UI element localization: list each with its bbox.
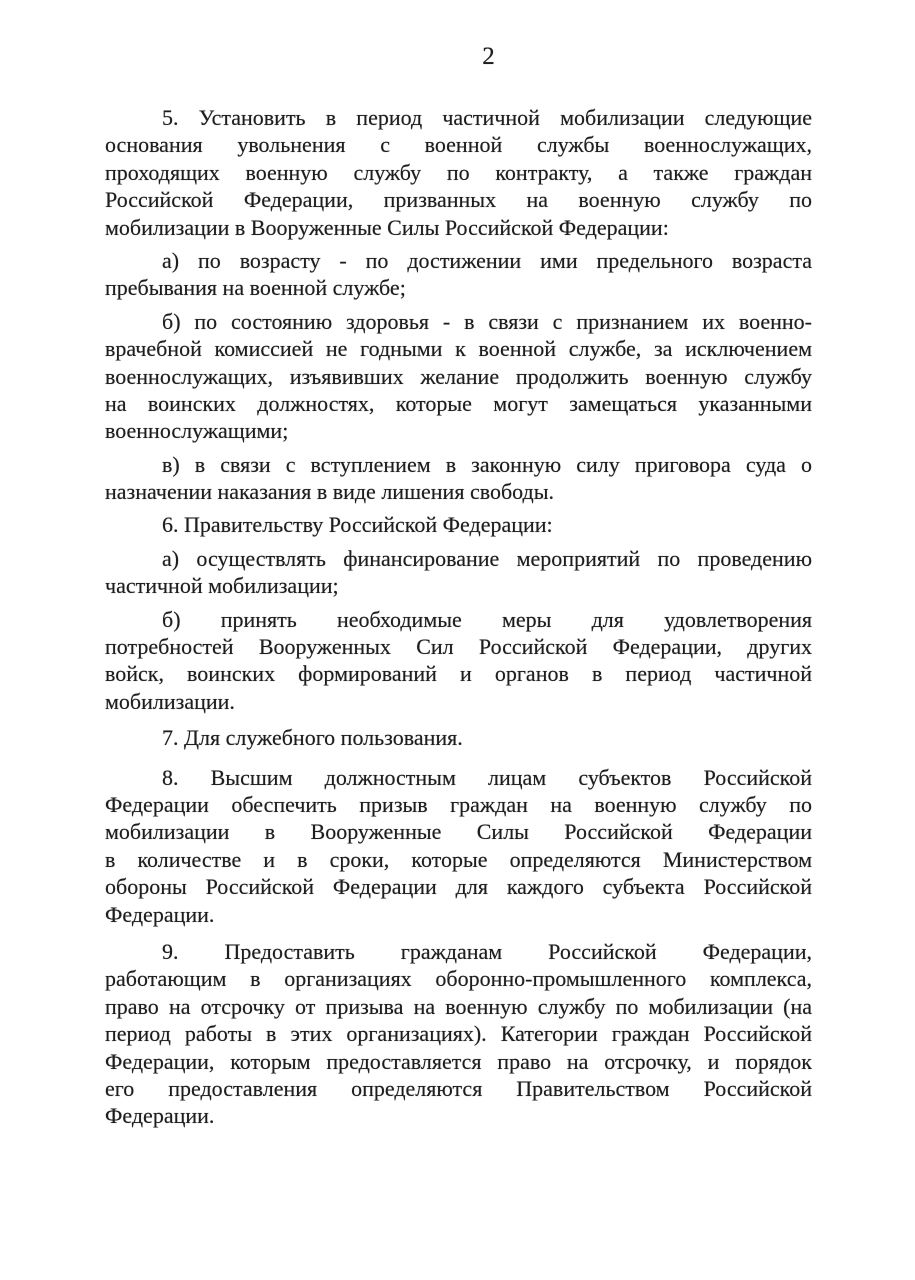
text-line: потребностей Вооруженных Сил Российской Федерации, других — [105, 634, 812, 660]
text-line: пребывания на военной службе; — [105, 275, 406, 301]
text-line: основания увольнения с военной службы военнослужащих, — [105, 132, 812, 158]
text-line: обороны Российской Федерации для каждого субъекта Российской — [105, 874, 812, 900]
paragraph-item-6b — [105, 606, 812, 716]
text-line: на воинских должностях, которые могут замещаться указанными — [105, 390, 812, 416]
text-line: б) по состоянию здоровья - в связи с признанием их военно- — [162, 308, 812, 334]
text-line: б) принять необходимые меры для удовлетворения — [162, 606, 812, 632]
text-line: мобилизации в Вооруженные Силы Российской Федерации — [105, 819, 812, 845]
text-line: военнослужащих, изъявивших желание продолжить военную службу — [105, 363, 812, 389]
text-line: назначении наказания в виде лишения свободы. — [105, 479, 554, 505]
text-line: 5. Установить в период частичной мобилизации следующие — [162, 105, 812, 130]
text-line: частичной мобилизации; — [105, 573, 339, 599]
text-line: 8. Высшим должностным лицам субъектов Российской — [162, 764, 812, 790]
text-line: в количестве и в сроки, которые определяются Министерством — [105, 846, 812, 872]
paragraph-item-5b — [105, 308, 812, 445]
text-line: войск, воинских формирований и органов в период частичной — [105, 661, 812, 687]
text-line: 6. Правительству Российской Федерации: — [162, 512, 553, 538]
paragraph-item-6 — [105, 511, 812, 538]
text-line: Федерации. — [105, 1103, 215, 1129]
text-line: мобилизации в Вооруженные Силы Российской Федерации: — [105, 214, 669, 240]
paragraph-item-6a — [105, 545, 812, 600]
text-line: мобилизации. — [105, 688, 235, 714]
page-number: 2 — [482, 43, 495, 70]
text-line: Федерации обеспечить призыв граждан на военную службу по — [105, 791, 812, 817]
text-line: работающим в организациях оборонно-промышленного комплекса, — [105, 966, 812, 992]
text-line: а) осуществлять финансирование мероприятий по проведению — [162, 545, 812, 571]
text-line: 9. Предоставить гражданам Российской Федерации, — [162, 938, 812, 964]
text-line: его предоставления определяются Правительством Российской — [105, 1075, 812, 1101]
text-line: период работы в этих организациях). Категории граждан Российской — [105, 1021, 812, 1047]
text-line: Федерации. — [105, 901, 215, 927]
document-body — [105, 104, 812, 1130]
text-line: 7. Для служебного пользования. — [162, 725, 463, 751]
paragraph-item-7 — [105, 724, 812, 751]
paragraph-item-5v — [105, 451, 812, 506]
text-line: проходящих военную службу по контракту, а также граждан — [105, 159, 812, 185]
paragraph-item-8 — [105, 764, 812, 928]
text-line: право на отсрочку от призыва на военную службу по мобилизации (на — [105, 993, 812, 1019]
text-line: Российской Федерации, призванных на военную службу по — [105, 187, 812, 213]
paragraph-item-5 — [105, 104, 812, 241]
paragraph-item-9 — [105, 938, 812, 1130]
text-line: военнослужащими; — [105, 418, 289, 444]
text-line: врачебной комиссией не годными к военной службе, за исключением — [105, 336, 812, 362]
text-line: в) в связи с вступлением в законную силу приговора суда о — [162, 451, 812, 477]
text-line: а) по возрасту - по достижении ими предельного возраста — [162, 247, 812, 273]
paragraph-item-5a — [105, 247, 812, 302]
text-line: Федерации, которым предоставляется право на отсрочку, и порядок — [105, 1048, 812, 1074]
